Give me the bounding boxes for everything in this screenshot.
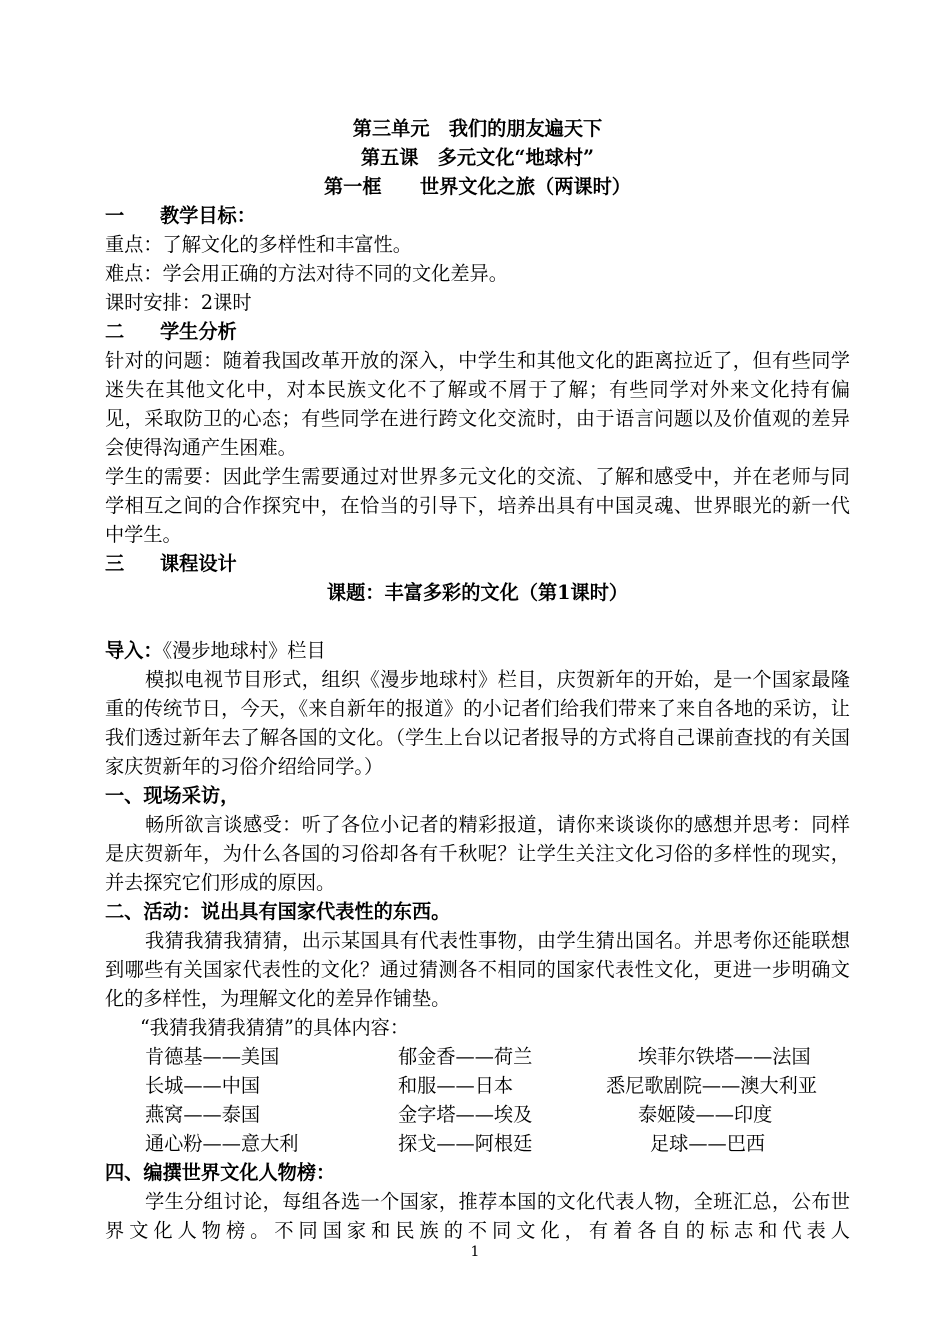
problem-paragraph: 针对的问题：随着我国改革开放的深入，中学生和其他文化的距离拉近了，但有些同学迷失在其他文化中，对本民族文化不了解或不屑于了解；有些同学对外来文化持有偏见，采取防卫的心态；有些同学在进行跨文化交流时，由于语言问题以及价值观的差异会使得沟通产生困难。 (105, 349, 850, 459)
section-heading-objectives (105, 201, 850, 230)
section-title: 学生分析 (160, 320, 237, 343)
guess-item: 通心粉——意大利 (145, 1132, 299, 1155)
step2-paragraph: 我猜我猜我猜猜，出示某国具有代表性事物，由学生猜出国名。并思考你还能联想到哪些有关国家代表性的文化？通过猜测各不相同的国家代表性文化，更进一步明确文化的多样性，为理解文化的差异作铺垫。 (105, 929, 850, 1010)
step4-paragraph: 学生分组讨论，每组各选一个国家，推荐本国的文化代表人物，全班汇总，公布世界文化人物榜。不同国家和民族的不同文化，有着各自的标志和代表人 (105, 1190, 850, 1242)
step4-heading: 四、编撰世界文化人物榜： (105, 1161, 336, 1184)
section-heading-student-analysis (105, 317, 850, 346)
frame-title: 第一框 世界文化之旅（两课时） (324, 175, 631, 198)
guess-item: 郁金香——荷兰 (398, 1045, 533, 1068)
guess-item: 肯德基——美国 (145, 1045, 280, 1068)
step1-heading: 一、现场采访， (105, 784, 240, 807)
blank-line (105, 607, 850, 636)
difficult-point: 难点：学会用正确的方法对待不同的文化差异。 (105, 262, 508, 285)
page-number: 1 (470, 1244, 480, 1260)
guess-item: 悉尼歌剧院——澳大利亚 (606, 1074, 818, 1097)
section-number: 一 (105, 204, 125, 227)
intro-label: 导入： (105, 639, 163, 662)
class-schedule: 课时安排：2课时 (105, 291, 252, 314)
step1-paragraph: 畅所欲言谈感受：听了各位小记者的精彩报道，请你来谈谈你的感想并思考：同样是庆贺新年，为什么各国的习俗却各有千秋呢？让学生关注文化习俗的多样性的现实，并去探究它们形成的原因。 (105, 813, 850, 894)
step2-heading: 二、活动：说出具有国家代表性的东西。 (105, 900, 451, 923)
section-number: 二 (105, 320, 125, 343)
guess-item: 金字塔——埃及 (398, 1103, 533, 1126)
intro-text: 《漫步地球村》栏目 (162, 639, 326, 662)
course-topic: 课题：丰富多彩的文化（第1课时） (326, 581, 629, 604)
guess-item: 埃菲尔铁塔——法国 (638, 1045, 811, 1068)
section-number: 三 (105, 552, 125, 575)
guess-item: 长城——中国 (145, 1074, 261, 1097)
guess-item: 足球——巴西 (650, 1132, 766, 1155)
guess-item: 和服——日本 (398, 1074, 514, 1097)
guess-item: 泰姬陵——印度 (638, 1103, 773, 1126)
guess-list-intro: “我猜我猜我猜猜”的具体内容： (140, 1016, 410, 1039)
section-title: 课程设计 (160, 552, 237, 575)
intro-paragraph: 模拟电视节目形式，组织《漫步地球村》栏目，庆贺新年的开始，是一个国家最隆重的传统节日，今天，《来自新年的报道》的小记者们给我们带来了来自各地的采访，让我们透过新年去了解各国的文化。（学生上台以记者报导的方式将自己课前查找的有关国家庆贺新年的习俗介绍给同学。） (105, 668, 850, 778)
lesson-title: 第五课 多元文化“地球村” (360, 146, 595, 169)
student-need-paragraph: 学生的需要：因此学生需要通过对世界多元文化的交流、了解和感受中，并在老师与同学相互之间的合作探究中，在恰当的引导下，培养出具有中国灵魂、世界眼光的新一代中学生。 (105, 465, 850, 546)
section-title: 教学目标： (160, 204, 256, 227)
guess-row (105, 1042, 850, 1071)
guess-row (105, 1071, 850, 1100)
intro-heading (105, 636, 850, 665)
guess-row (105, 1100, 850, 1129)
guess-item: 燕窝——泰国 (145, 1103, 261, 1126)
document-body (105, 114, 850, 1245)
guess-item: 探戈——阿根廷 (398, 1132, 533, 1155)
section-heading-course-design (105, 549, 850, 578)
key-point: 重点：了解文化的多样性和丰富性。 (105, 233, 412, 256)
guess-row (105, 1129, 850, 1158)
unit-title: 第三单元 我们的朋友遍天下 (352, 117, 603, 140)
